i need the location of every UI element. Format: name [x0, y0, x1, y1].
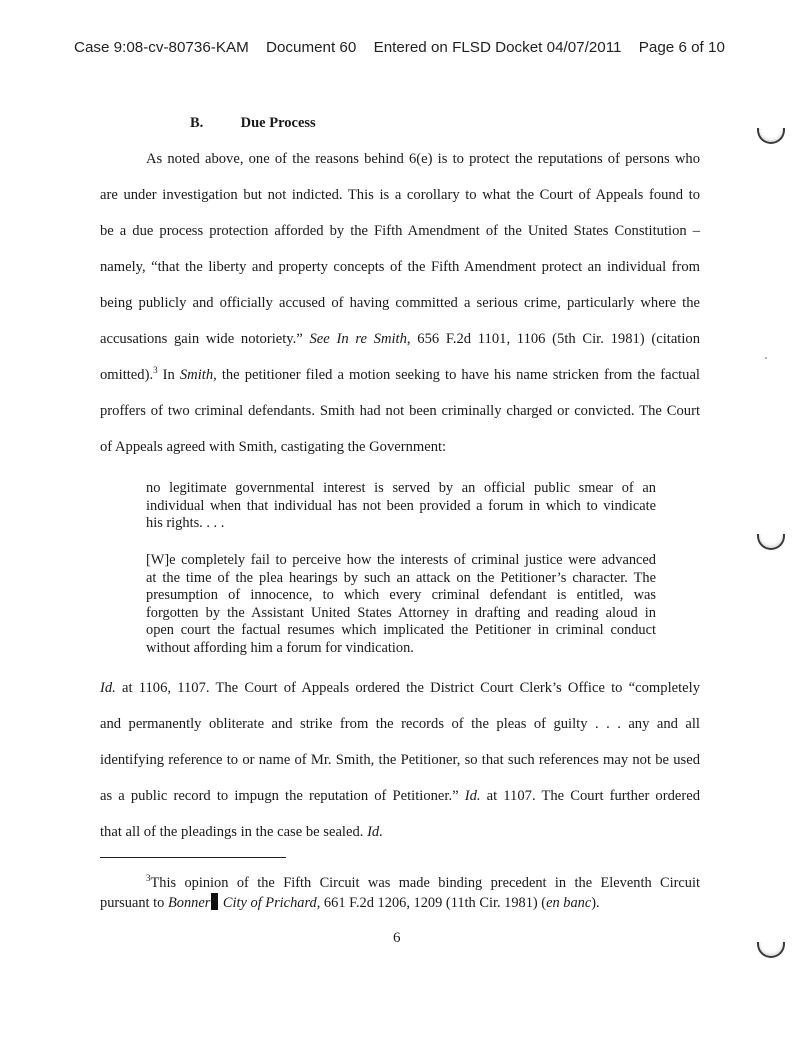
text-line — [100, 321, 700, 357]
quote-line: no legitimate governmental interest is served by an official public smear of an — [146, 480, 656, 496]
id-citation: Id. — [367, 824, 383, 840]
case-citation: See In re Smith — [309, 331, 407, 347]
quote-line: individual when that individual has not been provided a forum in which to vindicate — [146, 497, 656, 514]
text-line: be a due process protection afforded by the Fifth Amendment of the United States Constitution – — [100, 223, 700, 239]
text-line — [100, 778, 700, 814]
block-quote-2 — [146, 552, 656, 658]
id-citation: Id. — [464, 788, 481, 804]
case-number: Case 9:08-cv-80736-KAM — [74, 39, 249, 56]
text-line: of Appeals agreed with Smith, castigating the Government: — [100, 439, 447, 455]
quote-line: his rights. . . . — [146, 515, 225, 532]
text-line — [100, 357, 700, 393]
paragraph-due-process — [100, 141, 700, 465]
text-line: identifying reference to or name of Mr. Smith, the Petitioner, so that such references may not be used — [100, 752, 700, 768]
quote-line: at the time of the plea hearings by such an attack on the Petitioner’s character. The — [146, 569, 656, 586]
id-citation: Id. — [100, 680, 116, 696]
text-run: , 661 F.2d 1206, 1209 (11th Cir. 1981) ( — [316, 895, 547, 911]
footnote-line — [100, 874, 700, 893]
footnote-ref: 3 — [153, 365, 158, 375]
block-quote-1 — [146, 480, 656, 533]
case-name: Smith — [179, 367, 214, 383]
case-name: Bonner — [167, 895, 211, 911]
text-run: at 1107. The Court further ordered — [480, 788, 700, 804]
docket-header — [74, 39, 774, 56]
text-run: that all of the pleadings in the case be sealed. — [100, 824, 368, 840]
scan-speck — [765, 357, 767, 359]
quote-line: [W]e completely fail to perceive how the interests of criminal justice were advanced — [146, 552, 656, 568]
text-run: ). — [591, 895, 600, 911]
text-line — [100, 814, 700, 850]
footnote-number: 3 — [146, 873, 151, 883]
text-line: namely, “that the liberty and property concepts of the Fifth Amendment protect an individual from — [100, 259, 700, 275]
punch-hole-mark — [757, 942, 785, 958]
quote-line: open court the factual resumes which implicated the Petitioner in criminal conduct — [146, 622, 656, 639]
punch-hole-mark — [757, 534, 785, 550]
text-line: and permanently obliterate and strike from the records of the pleas of guilty . . . any and all — [100, 716, 700, 732]
text-run: In — [157, 367, 180, 383]
text-run: omitted). — [100, 367, 154, 383]
text-line: As noted above, one of the reasons behind 6(e) is to protect the reputations of persons who — [146, 151, 700, 167]
text-run: as a public record to impugn the reputation of Petitioner.” — [100, 788, 465, 804]
section-title: Due Process — [240, 115, 316, 131]
text-line: being publicly and officially accused of having committed a serious crime, particularly where the — [100, 295, 700, 311]
page-number: 6 — [393, 930, 401, 946]
case-name: City of Prichard — [219, 895, 317, 911]
redaction-mark — [211, 893, 218, 910]
page-indicator: Page 6 of 10 — [638, 39, 725, 56]
footnote-line — [100, 893, 700, 913]
text-run: , the petitioner filed a motion seeking to have his name stricken from the factual — [213, 367, 700, 383]
text-run: pursuant to — [100, 895, 168, 911]
text-run: , 656 F.2d 1101, 1106 (5th Cir. 1981) (citation — [406, 331, 700, 347]
quote-line: presumption of innocence, to which every criminal defendant is entitled, was — [146, 587, 656, 604]
footnote — [100, 874, 700, 913]
quote-line: forgotten by the Assistant United States Attorney in drafting and reading aloud in — [146, 604, 656, 621]
en-banc: en banc — [546, 895, 592, 911]
text-run: accusations gain wide notoriety.” — [100, 331, 310, 347]
text-line: proffers of two criminal defendants. Smith had not been criminally charged or convicted. The Court — [100, 403, 700, 419]
text-line: are under investigation but not indicted. This is a corollary to what the Court of Appeals found to — [100, 187, 700, 203]
paragraph-order — [100, 670, 700, 850]
footnote-divider — [100, 857, 286, 858]
entered-on-docket: Entered on FLSD Docket 04/07/2011 — [373, 39, 622, 56]
section-heading — [190, 115, 316, 132]
text-line — [100, 670, 700, 706]
document-number: Document 60 — [265, 39, 357, 56]
quote-line: without affording him a forum for vindication. — [146, 639, 414, 656]
section-letter: B. — [190, 115, 204, 131]
punch-hole-mark — [757, 128, 785, 144]
text-run: at 1106, 1107. The Court of Appeals ordered the District Court Clerk’s Office to “completely — [115, 680, 700, 696]
text-run: This opinion of the Fifth Circuit was made binding precedent in the Eleventh Circuit — [150, 875, 700, 891]
